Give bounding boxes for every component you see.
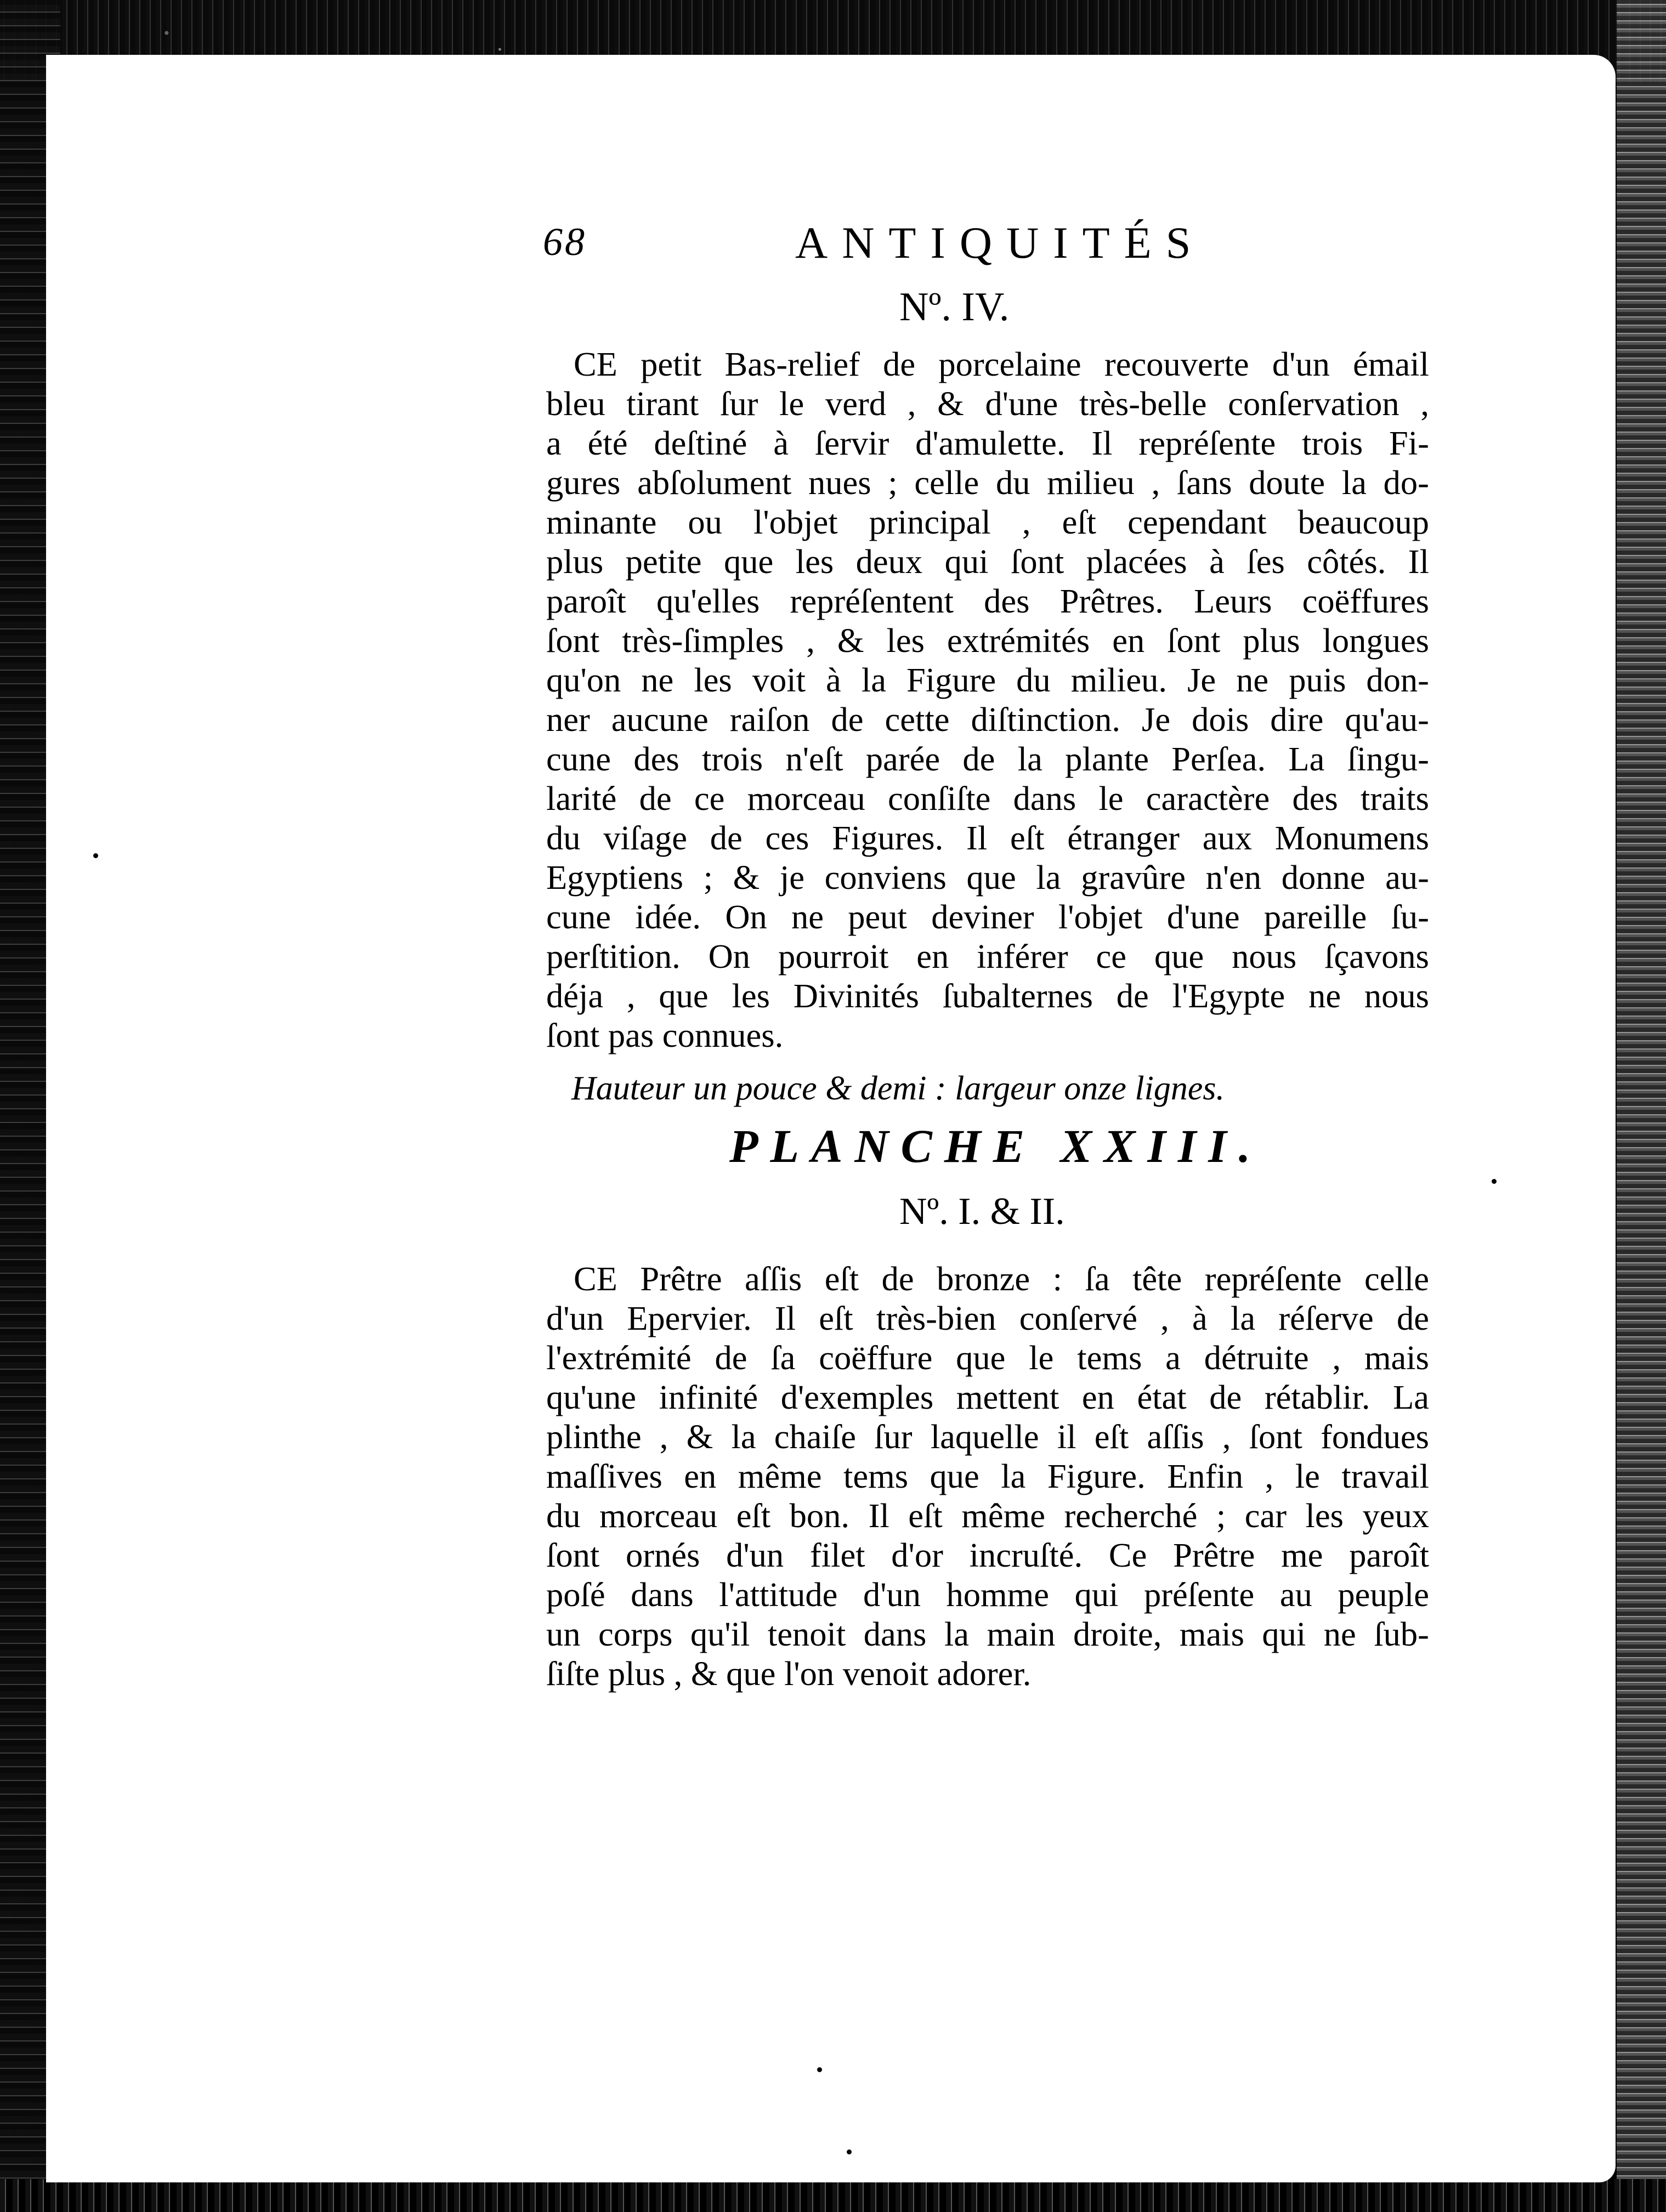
- scan-edge-bottom: [0, 2179, 1666, 2212]
- text-line: larité de ce morceau conſiſte dans le caractère des traits: [546, 779, 1429, 818]
- text-line: cune des trois n'eſt parée de la plante Perſea. La ſingu-: [546, 740, 1429, 778]
- section-heading-no-iv: Nº. IV.: [899, 285, 1010, 330]
- text-line: ner aucune raiſon de cette diſtinction. Je dois dire qu'au-: [546, 700, 1429, 739]
- text-line: un corps qu'il tenoit dans la main droite, mais qui ne ſub-: [546, 1615, 1429, 1653]
- text-line: ſont ornés d'un filet d'or incruſté. Ce Prêtre me paroît: [546, 1536, 1429, 1574]
- speck-mark: [93, 853, 98, 858]
- text-line: a été deſtiné à ſervir d'amulette. Il repréſente trois Fi-: [546, 424, 1429, 462]
- text-line: qu'on ne les voit à la Figure du milieu. Je ne puis don-: [546, 661, 1429, 699]
- text-line: paroît qu'elles repréſentent des Prêtres. Leurs coëffures: [546, 582, 1429, 620]
- speck-mark: [817, 2067, 822, 2072]
- text-line: déja , que les Divinités ſubalternes de l'Egypte ne nous: [546, 977, 1429, 1015]
- text-line: du viſage de ces Figures. Il eſt étranger aux Monumens: [546, 819, 1429, 857]
- speck-mark: [1492, 1179, 1497, 1184]
- running-head: ANTIQUITÉS: [795, 218, 1205, 268]
- text-line: cune idée. On ne peut deviner l'objet d'une pareille ſu-: [546, 898, 1429, 936]
- text-line: CE Prêtre aſſis eſt de bronze : ſa tête repréſente celle: [574, 1260, 1429, 1298]
- text-line: ſont pas connues.: [546, 1016, 784, 1054]
- speck-mark: [847, 2149, 852, 2154]
- plate-title: PLANCHE XXIII.: [729, 1120, 1263, 1172]
- text-line: maſſives en même tems que la Figure. Enfin , le travail: [546, 1457, 1429, 1495]
- text-line: gures abſolument nues ; celle du milieu , ſans doute la do-: [546, 463, 1429, 502]
- text-line: ſont très-ſimples , & les extrémités en ſont plus longues: [546, 621, 1429, 660]
- dimensions-caption: Hauteur un pouce & demi : largeur onze lignes.: [571, 1070, 1225, 1107]
- text-line: CE petit Bas-relief de porcelaine recouverte d'un émail: [574, 345, 1429, 383]
- text-line: bleu tirant ſur le verd , & d'une très-belle conſervation ,: [546, 384, 1429, 423]
- scan-edge-right: [1617, 0, 1666, 2212]
- text-line: minante ou l'objet principal , eſt cependant beaucoup: [546, 503, 1429, 541]
- paragraph-no-i-ii: [546, 1259, 1429, 1693]
- text-line: du morceau eſt bon. Il eſt même recherché ; car les yeux: [546, 1496, 1429, 1535]
- section-heading-no-i-ii: Nº. I. & II.: [899, 1190, 1065, 1233]
- text-line: plus petite que les deux qui ſont placées à ſes côtés. Il: [546, 542, 1429, 581]
- text-line: poſé dans l'attitude d'un homme qui préſente au peuple: [546, 1575, 1429, 1614]
- paragraph-no-iv: [546, 344, 1429, 1055]
- page-number: 68: [543, 220, 587, 264]
- text-line: qu'une infinité d'exemples mettent en état de rétablir. La: [546, 1378, 1429, 1416]
- text-line: perſtition. On pourroit en inférer ce que nous ſçavons: [546, 937, 1429, 975]
- text-line: l'extrémité de ſa coëffure que le tems a détruite , mais: [546, 1338, 1429, 1377]
- text-line: Egyptiens ; & je conviens que la gravûre n'en donne au-: [546, 858, 1429, 897]
- text-line: ſiſte plus , & que l'on venoit adorer.: [546, 1654, 1032, 1693]
- text-line: plinthe , & la chaiſe ſur laquelle il eſt aſſis , ſont fondues: [546, 1417, 1429, 1456]
- text-line: d'un Epervier. Il eſt très-bien conſervé , à la réſerve de: [546, 1299, 1429, 1337]
